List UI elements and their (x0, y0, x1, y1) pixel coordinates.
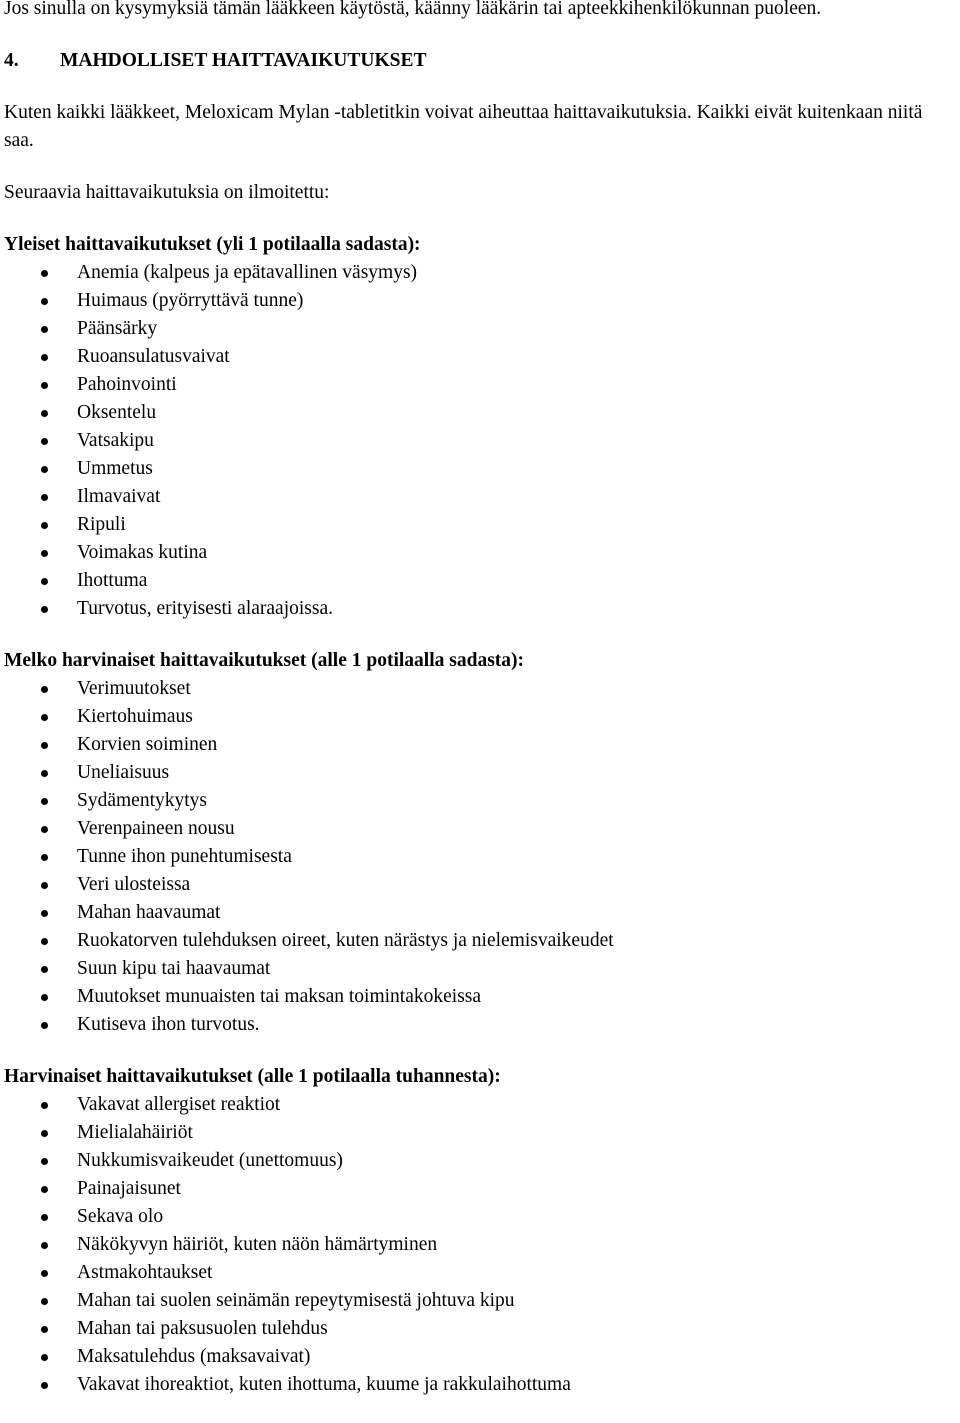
list-item (4, 787, 954, 815)
list-item-text: Verimuutokset (77, 678, 191, 699)
list-item-text: Päänsärky (77, 318, 158, 339)
bullet-icon (41, 910, 48, 917)
list-item-text: Anemia (kalpeus ja epätavallinen väsymys) (77, 262, 418, 283)
list-item (4, 539, 954, 567)
list-item-text: Pahoinvointi (77, 374, 177, 395)
bullet-icon (41, 1354, 48, 1361)
bullet-icon (41, 882, 48, 889)
list-item-text: Ihottuma (77, 570, 148, 591)
bullet-icon (41, 1326, 48, 1333)
group-heading: Harvinaiset haittavaikutukset (alle 1 potilaalla tuhannesta): (4, 1066, 501, 1087)
intro-line: Jos sinulla on kysymyksiä tämän lääkkeen käytöstä, käänny lääkärin tai apteekkihenkilökunnan puoleen. (4, 0, 822, 19)
list-item-text: Mielialahäiriöt (77, 1122, 193, 1143)
list-item (4, 703, 954, 731)
bullet-icon (41, 798, 48, 805)
list-item-text: Turvotus, erityisesti alaraajoissa. (77, 598, 333, 619)
side-effect-group (4, 231, 954, 623)
list-item (4, 483, 954, 511)
list-item (4, 1231, 954, 1259)
bullet-icon (41, 438, 48, 445)
bullet-icon (41, 606, 48, 613)
bullet-icon (41, 742, 48, 749)
general-paragraph: Kuten kaikki lääkkeet, Meloxicam Mylan -tabletitkin voivat aiheuttaa haittavaikutuksia. Kaikki eivät kuitenkaan niitä saa. (4, 102, 923, 151)
list-item-text: Oksentelu (77, 402, 157, 423)
list-item (4, 455, 954, 483)
list-item-text: Sydämentykytys (77, 790, 207, 811)
section-number: 4. (4, 50, 19, 71)
bullet-icon (41, 382, 48, 389)
bullet-icon (41, 686, 48, 693)
bullet-icon (41, 270, 48, 277)
list-item (4, 955, 954, 983)
list-item-text: Astmakohtaukset (77, 1262, 213, 1283)
list-item-text: Maksatulehdus (maksavaivat) (77, 1346, 311, 1367)
list-item (4, 1147, 954, 1175)
list-item-text: Vakavat ihoreaktiot, kuten ihottuma, kuume ja rakkulaihottuma (77, 1374, 571, 1395)
list-item-text: Sekava olo (77, 1206, 164, 1227)
list-item (4, 511, 954, 539)
bullet-icon (41, 354, 48, 361)
group-heading: Melko harvinaiset haittavaikutukset (alle 1 potilaalla sadasta): (4, 650, 525, 671)
list-item-text: Painajaisunet (77, 1178, 181, 1199)
list-item-text: Vakavat allergiset reaktiot (77, 1094, 281, 1115)
list-item-text: Uneliaisuus (77, 762, 170, 783)
list-item (4, 899, 954, 927)
bullet-icon (41, 826, 48, 833)
document-page (4, 0, 954, 1423)
list-item (4, 843, 954, 871)
bullet-icon (41, 770, 48, 777)
list-item (4, 1011, 954, 1039)
section-title: MAHDOLLISET HAITTAVAIKUTUKSET (60, 50, 427, 71)
list-item (4, 1315, 954, 1343)
list-item (4, 983, 954, 1011)
side-effect-list (4, 1091, 954, 1399)
list-item-text: Suun kipu tai haavaumat (77, 958, 271, 979)
list-item (4, 1287, 954, 1315)
list-item-text: Tunne ihon punehtumisesta (77, 846, 292, 867)
bullet-icon (41, 1102, 48, 1109)
bullet-icon (41, 1382, 48, 1389)
bullet-icon (41, 1270, 48, 1277)
bullet-icon (41, 1130, 48, 1137)
reported-paragraph: Seuraavia haittavaikutuksia on ilmoitettu: (4, 182, 330, 203)
list-item-text: Mahan haavaumat (77, 902, 221, 923)
list-item-text: Nukkumisvaikeudet (unettomuus) (77, 1150, 343, 1171)
side-effect-list (4, 259, 954, 623)
list-item (4, 595, 954, 623)
bullet-icon (41, 298, 48, 305)
list-item-text: Näkökyvyn häiriöt, kuten näön hämärtyminen (77, 1234, 438, 1255)
section-heading (4, 47, 954, 75)
list-item-text: Vatsakipu (77, 430, 154, 451)
bullet-icon (41, 494, 48, 501)
list-item-text: Muutokset munuaisten tai maksan toimintakokeissa (77, 986, 482, 1007)
bullet-icon (41, 578, 48, 585)
list-item-text: Voimakas kutina (77, 542, 208, 563)
list-item-text: Veri ulosteissa (77, 874, 191, 895)
list-item-text: Ripuli (77, 514, 126, 535)
list-item-text: Huimaus (pyörryttävä tunne) (77, 290, 304, 311)
list-item (4, 1091, 954, 1119)
bullet-icon (41, 1158, 48, 1165)
bullet-icon (41, 522, 48, 529)
list-item-text: Ummetus (77, 458, 153, 479)
list-item (4, 287, 954, 315)
list-item-text: Mahan tai suolen seinämän repeytymisestä johtuva kipu (77, 1290, 515, 1311)
list-item (4, 315, 954, 343)
list-item-text: Ruoansulatusvaivat (77, 346, 230, 367)
side-effect-list (4, 675, 954, 1039)
list-item (4, 1343, 954, 1371)
bullet-icon (41, 1298, 48, 1305)
list-item (4, 927, 954, 955)
list-item (4, 427, 954, 455)
bullet-icon (41, 938, 48, 945)
side-effect-group (4, 1063, 954, 1399)
list-item (4, 675, 954, 703)
bullet-icon (41, 854, 48, 861)
list-item-text: Verenpaineen nousu (77, 818, 235, 839)
list-item-text: Mahan tai paksusuolen tulehdus (77, 1318, 328, 1339)
bullet-icon (41, 966, 48, 973)
list-item (4, 567, 954, 595)
list-item-text: Ruokatorven tulehduksen oireet, kuten närästys ja nielemisvaikeudet (77, 930, 614, 951)
list-item (4, 399, 954, 427)
bullet-icon (41, 1242, 48, 1249)
list-item (4, 1203, 954, 1231)
bullet-icon (41, 1186, 48, 1193)
bullet-icon (41, 410, 48, 417)
list-item (4, 759, 954, 787)
bullet-icon (41, 466, 48, 473)
bullet-icon (41, 994, 48, 1001)
side-effect-groups (4, 231, 954, 1399)
list-item-text: Kiertohuimaus (77, 706, 193, 727)
list-item (4, 371, 954, 399)
bullet-icon (41, 550, 48, 557)
bullet-icon (41, 326, 48, 333)
list-item (4, 731, 954, 759)
list-item (4, 343, 954, 371)
list-item-text: Ilmavaivat (77, 486, 161, 507)
list-item (4, 1175, 954, 1203)
list-item (4, 1119, 954, 1147)
list-item (4, 259, 954, 287)
list-item-text: Kutiseva ihon turvotus. (77, 1014, 260, 1035)
list-item-text: Korvien soiminen (77, 734, 218, 755)
side-effect-group (4, 647, 954, 1039)
bullet-icon (41, 1022, 48, 1029)
list-item (4, 815, 954, 843)
list-item (4, 871, 954, 899)
list-item (4, 1371, 954, 1399)
list-item (4, 1259, 954, 1287)
bullet-icon (41, 714, 48, 721)
group-heading: Yleiset haittavaikutukset (yli 1 potilaalla sadasta): (4, 234, 421, 255)
bullet-icon (41, 1214, 48, 1221)
